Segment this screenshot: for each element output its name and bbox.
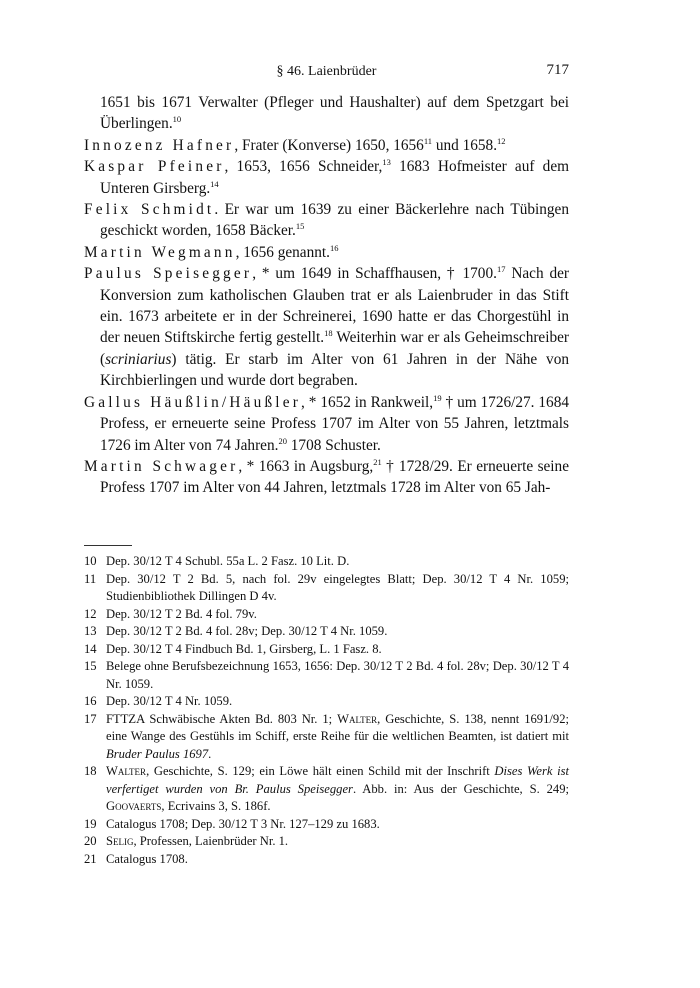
entry-text: 1708 Schuster. xyxy=(286,436,381,454)
footnote xyxy=(84,816,569,834)
author-name: Walter xyxy=(337,711,378,726)
footnote-ref: 20 xyxy=(278,435,287,446)
person-name: Paulus Speisegger xyxy=(84,265,253,283)
footnote-ref: 19 xyxy=(433,392,442,403)
latin-term: scriniarius xyxy=(105,350,172,368)
footnote-ref: 13 xyxy=(382,157,391,168)
entry-text: , * um 1649 in Schaffhausen, † 1700. xyxy=(252,265,497,283)
footnote-number: 14 xyxy=(84,641,97,656)
footnote-number: 19 xyxy=(84,816,97,831)
entry-text: ) tätig. Er starb im Alter von 61 Jahren in der Nähe von Kirchbierlingen und wurde dort begraben. xyxy=(100,350,569,390)
entry-text: , 1656 genannt. xyxy=(235,243,330,261)
footnote-text: Dep. 30/12 T 4 Findbuch Bd. 1, Girsberg, L. 1 Fasz. 8. xyxy=(106,641,382,656)
entry-martin-schwager xyxy=(84,456,569,499)
entry-text: † um 1726/27. 1684 Profess, er erneuerte seine Profess 1707 im Alter von 55 Jahren, letztmals 1726 im Alter von 74 Jahren. xyxy=(100,393,569,454)
entry-text: 1683 Hofmeister auf dem Unteren Girsberg. xyxy=(100,158,570,197)
footnote-ref: 15 xyxy=(295,221,305,232)
entry-text: , * 1663 in Augsburg, xyxy=(238,457,374,475)
entry-felix-schmidt xyxy=(84,199,569,242)
footnote-ref: 11 xyxy=(423,135,432,146)
author-name: Walter xyxy=(106,764,147,778)
footnote xyxy=(84,833,569,851)
footnote-ref: 14 xyxy=(210,178,219,189)
footnote-ref: 17 xyxy=(496,264,506,275)
footnote xyxy=(84,693,569,711)
footnote-text: Dep. 30/12 T 2 Bd. 4 fol. 79v. xyxy=(106,606,257,621)
footnote-number: 17 xyxy=(84,711,97,726)
footnote-text: Catalogus 1708. xyxy=(106,851,188,866)
footnote xyxy=(84,851,569,869)
entry-text: Weiterhin war er als Geheimschreiber ( xyxy=(100,329,570,368)
footnote-text: , Geschichte, S. 129; ein Löwe hält einen Schild mit der Inschrift xyxy=(146,764,495,778)
footnote xyxy=(84,623,569,641)
footnote-number: 13 xyxy=(84,624,97,638)
entry-continuation xyxy=(84,92,569,135)
entry-text: , 1653, 1656 Schneider, xyxy=(224,158,383,176)
footnote-number: 18 xyxy=(84,764,97,778)
footnote-text: , Ecrivains 3, S. 186f. xyxy=(161,799,271,813)
entry-text: † 1728/29. Er erneuerte seine Profess 1707 im Alter von 44 Jahren, letztmals 1728 im Alter von 65 Jah- xyxy=(100,457,569,497)
footnote-ref: 21 xyxy=(373,456,382,467)
author-name: Goovaerts xyxy=(106,799,162,813)
person-name: Felix Schmidt xyxy=(84,201,215,219)
footnote xyxy=(84,658,569,693)
footnote xyxy=(84,553,569,571)
footnotes xyxy=(84,553,569,868)
footnote-ref: 10 xyxy=(172,114,182,125)
footnote-text: . xyxy=(208,746,212,761)
footnote-text: Belege ohne Berufsbezeichnung 1653, 1656: Dep. 30/12 T 2 Bd. 4 fol. 28v; Dep. 30/12 T 4 Nr. 1059. xyxy=(106,659,569,691)
person-name: Martin Schwager xyxy=(84,457,239,475)
footnote-ref: 18 xyxy=(324,328,333,339)
entry-text: , Frater (Konverse) 1650, 1656 xyxy=(234,136,424,154)
person-name: Gallus Häußlin/Häußler xyxy=(84,393,302,411)
footnote xyxy=(84,763,569,816)
footnote-text: Dep. 30/12 T 4 Nr. 1059. xyxy=(106,694,233,708)
footnote xyxy=(84,711,569,764)
footnote-number: 10 xyxy=(84,554,97,568)
person-name: Innozenz Hafner xyxy=(84,136,235,154)
footnote-text: FTTZA Schwäbische Akten Bd. 803 Nr. 1; xyxy=(106,711,338,726)
person-name: Martin Wegmann xyxy=(84,243,236,261)
main-text xyxy=(84,92,569,499)
entry-kaspar-pfeiner xyxy=(84,156,569,199)
person-name: Kaspar Pfeiner xyxy=(84,158,225,176)
footnote-number: 12 xyxy=(84,606,97,621)
footnote-number: 20 xyxy=(84,834,97,848)
footnote-ref: 16 xyxy=(329,242,339,253)
footnote-text: . Abb. in: Aus der Geschichte, S. 249; xyxy=(352,781,569,796)
footnote-separator xyxy=(84,545,132,546)
footnote-number: 16 xyxy=(84,694,97,708)
quoted-inscription: Dises Werk ist verfertiget wurden von Br. Paulus Speisegger xyxy=(106,764,569,796)
footnote-number: 11 xyxy=(84,571,97,586)
footnote-text: , Geschichte, S. 138, nennt 1691/92; eine Wange des Gestühls im Schiff, erste Reihe für die weltlichen Beamten, ist datiert mit xyxy=(106,711,569,743)
author-name: Selig xyxy=(106,834,134,848)
entry-martin-wegmann xyxy=(84,242,569,263)
entry-text: Nach der Konversion zum katholischen Glauben trat er als Laienbruder in das Stift ein. 1673 arbeitete er in der Schreinerei, 1690 hatte er das Chorgestühl in der neuen Stiftskirche fertig gestellt. xyxy=(100,265,570,347)
footnote-text: Dep. 30/12 T 2 Bd. 5, nach fol. 29v eingelegtes Blatt; Dep. 30/12 T 4 Nr. 1059; Studienbibliothek Dillingen D 4v. xyxy=(106,571,569,603)
entry-innozenz-hafner xyxy=(84,135,569,156)
footnote xyxy=(84,641,569,659)
footnote-number: 15 xyxy=(84,659,97,673)
entry-text: und 1658. xyxy=(432,136,498,154)
running-title: § 46. Laienbrüder xyxy=(276,64,377,79)
running-head xyxy=(84,62,569,84)
entry-text: 1651 bis 1671 Verwalter (Pfleger und Haushalter) auf dem Spetzgart bei Überlingen. xyxy=(100,94,569,133)
footnote-text: Catalogus 1708; Dep. 30/12 T 3 Nr. 127–129 zu 1683. xyxy=(106,816,380,831)
footnote xyxy=(84,571,569,606)
page-number: 717 xyxy=(546,62,569,78)
entry-text: , * 1652 in Rankweil, xyxy=(301,393,434,411)
footnote-ref: 12 xyxy=(497,135,506,146)
footnote-number: 21 xyxy=(84,851,97,866)
entry-paulus-speisegger xyxy=(84,263,569,391)
footnote-text: Dep. 30/12 T 2 Bd. 4 fol. 28v; Dep. 30/12 T 4 Nr. 1059. xyxy=(106,624,388,638)
entry-text: . Er war um 1639 zu einer Bäckerlehre nach Tübingen geschickt worden, 1658 Bäcker. xyxy=(100,201,569,240)
entry-gallus-haeusslin xyxy=(84,392,569,456)
footnote-text: Dep. 30/12 T 4 Schubl. 55a L. 2 Fasz. 10 Lit. D. xyxy=(106,554,350,568)
footnote xyxy=(84,606,569,624)
footnote-text: , Professen, Laienbrüder Nr. 1. xyxy=(133,834,289,848)
quoted-inscription: Bruder Paulus 1697 xyxy=(106,746,209,761)
